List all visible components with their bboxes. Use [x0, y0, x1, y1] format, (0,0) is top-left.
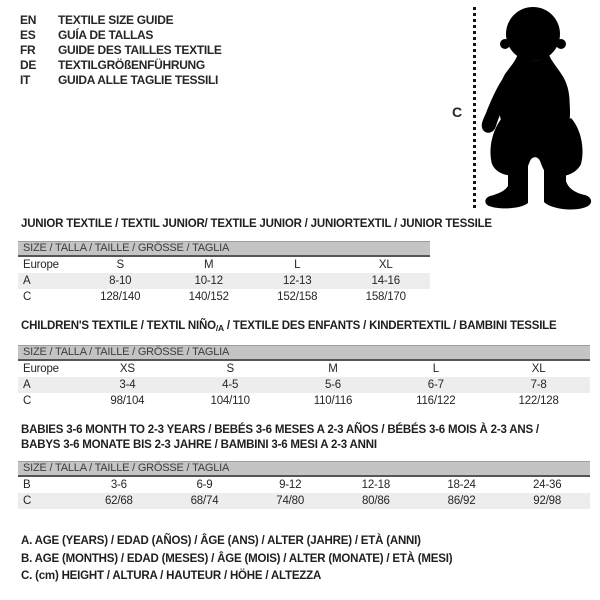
table-cell: 158/170 [365, 291, 406, 303]
babies-title-line2: BABYS 3-6 MONATE BIS 2-3 JAHRE / BAMBINI 3-6 MESI A 2-3 ANNI [21, 438, 377, 451]
table-cell: 6-9 [196, 479, 213, 491]
size-header-text: SIZE / TALLA / TAILLE / GRÖSSE / TAGLIA [23, 242, 230, 254]
language-code: ES [20, 28, 36, 42]
table-cell: 9-12 [279, 479, 302, 491]
table-cell: 122/128 [518, 395, 559, 407]
size-header-band [18, 241, 430, 257]
table-row-a [18, 273, 430, 289]
table-cell: 7-8 [530, 379, 547, 391]
table-cell: L [432, 363, 439, 375]
table-row-c [18, 393, 590, 409]
size-header-text: SIZE / TALLA / TAILLE / GRÖSSE / TAGLIA [23, 346, 230, 358]
row-label: C [23, 291, 32, 303]
children-table-body [18, 361, 590, 409]
table-cell: 24-36 [532, 479, 562, 491]
language-list [20, 13, 222, 88]
children-size-table [18, 345, 590, 409]
language-label: GUIDA ALLE TAGLIE TESSILI [58, 73, 219, 87]
table-cell: 4-5 [222, 379, 239, 391]
table-cell: 62/68 [104, 495, 133, 507]
children-title-sub: /A [215, 323, 224, 333]
junior-size-table [18, 241, 430, 305]
row-label: Europe [23, 363, 59, 375]
table-cell: 6-7 [427, 379, 444, 391]
table-cell: 140/152 [188, 291, 229, 303]
table-cell: XS [119, 363, 135, 375]
footnote-c: C. (cm) HEIGHT / ALTURA / HAUTEUR / HÖHE / ALTEZZA [21, 570, 322, 582]
language-row [20, 28, 222, 43]
language-row [20, 13, 222, 28]
footnote-b: B. AGE (MONTHS) / EDAD (MESES) / ÂGE (MOIS) / ALTER (MONATE) / ETÀ (MESI) [21, 552, 453, 565]
table-cell: 14-16 [371, 275, 400, 287]
table-cell: 3-6 [110, 479, 127, 491]
table-cell: 86/92 [447, 495, 476, 507]
table-cell: 128/140 [100, 291, 141, 303]
row-label: A [23, 379, 31, 391]
footnote-a: A. AGE (YEARS) / EDAD (AÑOS) / ÂGE (ANS) / ALTER (JAHRE) / ETÀ (ANNI) [21, 535, 421, 547]
language-label: GUÍA DE TALLAS [58, 28, 154, 42]
table-cell: S [226, 363, 234, 375]
toddler-silhouette-image [477, 6, 596, 211]
row-label: C [23, 395, 32, 407]
table-cell: 68/74 [190, 495, 219, 507]
language-label: TEXTILE SIZE GUIDE [58, 13, 174, 27]
height-dimension-label: C [452, 104, 463, 120]
language-code: FR [20, 43, 36, 57]
table-cell: XL [531, 363, 546, 375]
table-cell: S [116, 259, 124, 271]
language-row [20, 58, 222, 73]
junior-table-body [18, 257, 430, 305]
table-cell: 116/122 [416, 395, 456, 407]
size-header-band [18, 461, 590, 477]
babies-size-table [18, 461, 590, 509]
section-title-babies [21, 423, 539, 452]
language-row [20, 43, 222, 58]
row-label: Europe [23, 259, 59, 271]
section-title-junior: JUNIOR TEXTILE / TEXTIL JUNIOR/ TEXTILE JUNIOR / JUNIORTEXTIL / JUNIOR TESSILE [21, 218, 492, 230]
row-label: C [23, 495, 32, 507]
table-row-b [18, 477, 590, 493]
language-label: TEXTILGRÖßENFÜHRUNG [58, 58, 205, 72]
table-cell: 110/116 [313, 395, 353, 407]
table-row-c [18, 493, 590, 509]
table-cell: 10-12 [194, 275, 223, 287]
children-title-post: / TEXTILE DES ENFANTS / KINDERTEXTIL / BAMBINI TESSILE [223, 320, 557, 332]
table-cell: M [204, 259, 214, 271]
table-cell: 12-13 [283, 275, 312, 287]
row-label: A [23, 275, 31, 287]
table-cell: 152/158 [277, 291, 318, 303]
footnotes [21, 533, 452, 586]
language-label: GUIDE DES TAILLES TEXTILE [58, 43, 222, 57]
table-cell: XL [378, 259, 393, 271]
table-cell: 8-10 [109, 275, 132, 287]
children-title-pre: CHILDREN'S TEXTILE / TEXTIL NIÑO [21, 320, 216, 332]
table-cell: 5-6 [324, 379, 341, 391]
size-header-band [18, 345, 590, 361]
table-cell: 92/98 [533, 495, 562, 507]
table-row-c [18, 289, 430, 305]
babies-table-body [18, 477, 590, 509]
language-row [20, 73, 222, 88]
babies-title-line1: BABIES 3-6 MONTH TO 2-3 YEARS / BEBÉS 3-6 MESES A 2-3 AÑOS / BÉBÉS 3-6 MOIS À 2-3 ANS / [21, 424, 539, 436]
language-code: DE [20, 58, 37, 72]
table-cell: L [294, 259, 301, 271]
language-code: EN [20, 13, 37, 27]
size-header-text: SIZE / TALLA / TAILLE / GRÖSSE / TAGLIA [23, 462, 230, 474]
table-cell: 3-4 [119, 379, 136, 391]
table-cell: 104/110 [210, 395, 250, 407]
table-cell: 18-24 [447, 479, 476, 491]
table-row-europe [18, 361, 590, 377]
language-code: IT [20, 73, 31, 87]
table-cell: 80/86 [361, 495, 390, 507]
row-label: B [23, 479, 31, 491]
section-title-children [21, 319, 556, 336]
table-cell: M [328, 363, 338, 375]
table-cell: 74/80 [276, 495, 305, 507]
height-measure-line [473, 7, 476, 208]
table-cell: 98/104 [110, 395, 145, 407]
table-cell: 12-18 [361, 479, 391, 491]
table-row-europe [18, 257, 430, 273]
table-row-a [18, 377, 590, 393]
